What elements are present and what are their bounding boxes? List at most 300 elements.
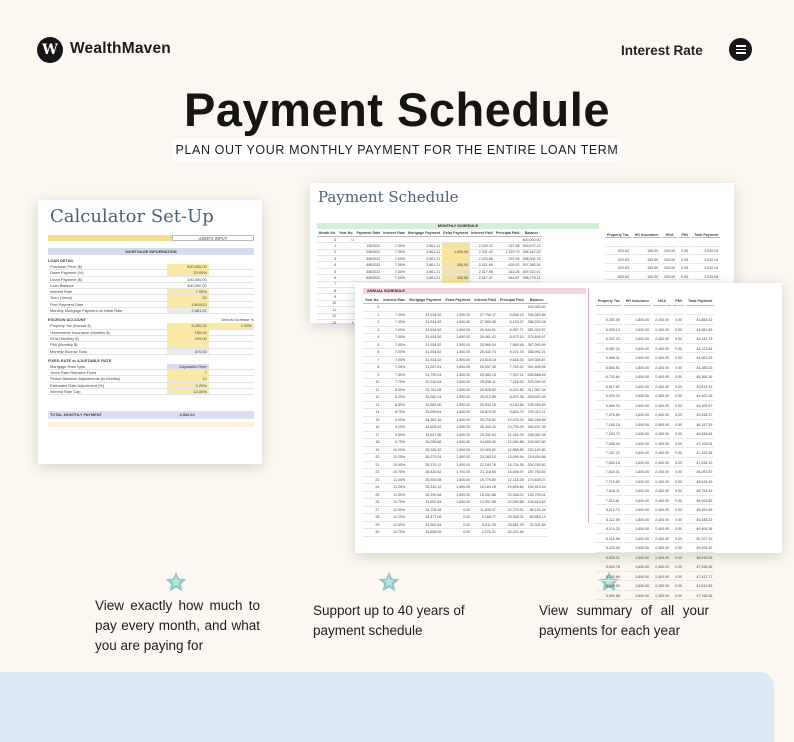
calc-row-value[interactable]: 200.00	[167, 336, 208, 341]
table-cell: 48,919.05	[686, 555, 714, 563]
table-cell: 7,719.62	[596, 479, 622, 487]
table-cell: 187,753.53	[527, 470, 546, 475]
monthly-escrow-row	[605, 240, 720, 246]
table-cell: 2,400.00	[653, 317, 671, 325]
table-cell: 0.00	[673, 545, 684, 553]
calc-row-value[interactable]: 20.00%	[167, 270, 208, 275]
hero-title: Payment Schedule	[184, 83, 610, 136]
annual-escrow-row	[596, 545, 714, 553]
menu-icon[interactable]	[729, 38, 752, 61]
table-cell: 47,429.38	[686, 450, 714, 458]
table-cell: 2,661.21	[407, 268, 442, 274]
table-cell: 46,538.64	[686, 431, 714, 439]
column-header: Principal Paid	[495, 230, 520, 235]
table-cell: 34,692.84	[407, 499, 443, 507]
table-cell: 2,661.21	[407, 243, 442, 249]
calc-row-label: Estimated Rate Adjustment (%)	[50, 382, 105, 388]
table-cell: 48,992.85	[686, 498, 714, 506]
annual-row	[363, 431, 548, 439]
table-cell: 327.88	[494, 243, 521, 249]
table-cell: 1,800.00	[624, 384, 651, 392]
table-cell: 5	[363, 341, 381, 349]
table-cell: 150.00	[633, 274, 660, 280]
table-cell: 11	[363, 386, 381, 394]
table-cell: 27	[363, 506, 381, 514]
table-cell: 2,400.00	[653, 574, 671, 582]
calc-row-extra	[209, 389, 254, 394]
annual-row	[363, 424, 548, 432]
calc-row-extra	[209, 342, 254, 347]
table-cell	[498, 304, 526, 312]
annual-escrow-row	[596, 412, 714, 420]
table-cell: 5	[317, 268, 338, 274]
table-cell: 6,250.00	[596, 317, 622, 325]
calc-section-title: LOAN DETAIL	[48, 258, 74, 263]
table-cell: 48,291.87	[686, 469, 714, 477]
table-cell: 300.00	[442, 275, 470, 281]
annual-escrow-row	[596, 574, 714, 582]
table-cell: 1,500.00	[443, 349, 472, 357]
table-cell: 309,087.69	[527, 395, 546, 400]
table-cell: 4/8/2022	[355, 262, 382, 268]
calculator-footer	[48, 422, 254, 427]
table-cell: 86,191.44	[526, 506, 548, 514]
table-cell: 2,400.00	[653, 507, 671, 515]
table-cell: 0.00	[673, 317, 684, 325]
annual-row	[363, 514, 548, 522]
table-cell: 12.50%	[381, 521, 407, 529]
table-cell: 14,734.36	[498, 461, 526, 469]
table-cell: 7.00%	[381, 349, 407, 357]
table-cell: 1,500.00	[443, 401, 472, 409]
table-cell: 1,600.00	[443, 334, 472, 342]
table-cell: 22,094.88	[498, 499, 526, 507]
user-input-swatch	[48, 235, 172, 241]
table-cell: 233,140.80	[527, 447, 546, 452]
table-cell: 358,992.21	[527, 350, 546, 355]
logo-icon[interactable]: W	[37, 37, 63, 63]
calc-row-value[interactable]: 6,250.00	[167, 323, 208, 328]
table-cell: 108,614.53	[527, 500, 546, 505]
table-cell: 381,002.57	[527, 327, 546, 332]
feature-monthly-breakdown: View exactly how much to pay every month, and what you are paying for	[95, 598, 260, 653]
table-cell: 18	[363, 439, 381, 447]
table-cell: 9	[363, 371, 381, 379]
table-cell: 35,095.88	[407, 439, 443, 447]
table-cell: 0.00	[673, 431, 684, 439]
annual-escrow-row	[596, 336, 714, 344]
table-cell: 2,400.00	[653, 346, 671, 354]
annual-escrow-row	[596, 365, 714, 373]
table-cell: 7.00%	[382, 256, 407, 262]
table-cell: 8	[363, 364, 381, 372]
table-cell: 49,206.42	[686, 545, 714, 553]
table-cell: 6,903.04	[596, 393, 622, 401]
table-cell: 2,331.42	[470, 249, 495, 255]
table-cell: 1,800.00	[624, 526, 651, 534]
table-cell: 23,183.10	[472, 454, 498, 462]
table-cell: 9	[317, 294, 338, 300]
table-cell: 13,997.96	[472, 499, 498, 507]
table-cell: 26,461.42	[472, 334, 498, 342]
table-cell: 43,884.52	[686, 317, 714, 325]
column-header: Property Tax	[596, 298, 622, 306]
table-cell: 2,400.00	[653, 460, 671, 468]
table-cell: 32,331.84	[526, 521, 548, 529]
table-cell: 0.00	[673, 393, 684, 401]
table-cell: 47,768.58	[686, 593, 714, 601]
table-cell: 34,477.08	[407, 514, 443, 522]
calc-row	[48, 308, 254, 314]
calc-row-value: 2,661.21	[167, 308, 208, 313]
table-cell: 8,112.89	[596, 517, 622, 525]
table-cell: 2,400.00	[653, 488, 671, 496]
calc-row-value[interactable]: 150.00	[167, 330, 208, 335]
table-cell: 44,385.03	[686, 365, 714, 373]
table-cell: 28,551.29	[498, 521, 526, 529]
column-header: Payment Date	[356, 230, 381, 235]
table-cell: 10,739.49	[498, 424, 526, 432]
table-cell: 35,279.04	[407, 454, 443, 462]
calc-row-label: Loan Balance	[50, 282, 74, 288]
table-cell: 1,600.00	[443, 461, 472, 469]
calc-row-label: Period Between Adjustments (in Months)	[50, 376, 121, 382]
annual-row	[363, 521, 548, 529]
table-cell: 1	[363, 311, 381, 319]
annual-row	[363, 349, 548, 357]
annual-escrow-row	[596, 450, 714, 458]
table-cell: 333,668.45	[527, 372, 546, 377]
total-monthly-payment-row	[48, 411, 254, 419]
table-cell: 0.00	[673, 488, 684, 496]
table-cell: 0.00	[673, 336, 684, 344]
calc-row-value[interactable]: 7	[167, 370, 208, 375]
table-cell: 3,532.04	[692, 257, 720, 263]
table-cell: 6,487.32	[596, 346, 622, 354]
calc-row-extra	[209, 370, 254, 375]
table-cell: 43,875.43	[686, 384, 714, 392]
table-cell: 9.00%	[381, 416, 407, 424]
calc-row	[48, 349, 254, 355]
table-cell: 2,500.00	[443, 356, 472, 364]
table-cell: 397,365.26	[522, 263, 541, 268]
table-cell: 1,800.00	[624, 403, 651, 411]
table-cell: 2,400.00	[653, 479, 671, 487]
table-cell: 0.00	[673, 374, 684, 382]
calc-section-title	[48, 316, 254, 323]
calc-row-label: First Payment Date	[50, 301, 84, 307]
table-cell: 0.00	[681, 266, 689, 271]
table-cell: 9,168.77	[472, 514, 498, 522]
table-cell: 6,568.41	[596, 355, 622, 363]
table-cell: 29	[363, 521, 381, 529]
calc-row-label: Monthly Mortgage Payment on Initial Rate	[50, 308, 123, 314]
calc-row-extra	[209, 349, 254, 354]
annual-escrow-row	[596, 403, 714, 411]
table-cell: 150.00	[633, 266, 660, 272]
table-cell	[653, 308, 671, 316]
calc-row-value[interactable]: 1/8/2022	[167, 302, 208, 307]
table-cell: 2,661.21	[407, 249, 442, 255]
calc-row-value[interactable]: 14.00%	[167, 389, 208, 394]
annual-row	[363, 341, 548, 349]
table-cell: 1,500.00	[443, 379, 472, 387]
annual-escrow-row	[596, 517, 714, 525]
calc-row-value: 870.83	[167, 349, 208, 354]
table-cell: 25,332.63	[472, 431, 498, 439]
calculator-body	[48, 235, 254, 427]
table-cell: 9.50%	[381, 431, 407, 439]
annual-escrow-row	[596, 564, 714, 572]
annual-row	[363, 476, 548, 484]
table-cell: 6	[317, 275, 338, 281]
calc-row-value: 400,000.00	[187, 282, 207, 288]
table-cell: 7.00%	[381, 311, 407, 319]
table-cell: 8,632.78	[596, 564, 622, 572]
table-cell: 0.00	[673, 479, 684, 487]
table-cell: 639.52	[494, 262, 521, 268]
table-cell: 1,500.00	[443, 394, 472, 402]
table-cell: 19	[363, 446, 381, 454]
table-cell: 32,761.68	[407, 386, 443, 394]
annual-escrow-row	[596, 384, 714, 392]
calc-row-value[interactable]: 500,000.00	[167, 264, 208, 269]
table-cell: 44,062.65	[686, 327, 714, 335]
table-cell: 9,624.72	[498, 409, 526, 417]
calc-row-label: Mortgage Rate Type	[50, 363, 86, 369]
table-cell: 7,937.11	[498, 371, 526, 379]
table-cell: 0.00	[673, 469, 684, 477]
table-cell: 10.75%	[381, 469, 407, 477]
table-cell: 6,989.33	[596, 403, 622, 411]
annual-escrow-row	[596, 374, 714, 382]
table-cell: 13,595.94	[498, 454, 526, 462]
table-cell: 7,254.72	[596, 431, 622, 439]
table-cell	[407, 304, 443, 312]
table-cell: 2,333.33	[470, 243, 495, 249]
table-cell: 3,532.04	[692, 274, 720, 280]
table-cell: 2,400.00	[653, 365, 671, 373]
table-cell: 6,733.64	[596, 374, 622, 382]
calc-row-value[interactable]: 7.00%	[167, 289, 208, 294]
table-cell: 2,400.00	[653, 374, 671, 382]
table-cell: 520.83	[605, 266, 631, 272]
table-cell: 0.00	[443, 506, 472, 514]
calc-row-label: Homeowner Insurance (Monthly $)	[50, 329, 110, 335]
table-cell: 1,800.00	[624, 365, 651, 373]
table-cell: 2	[363, 319, 381, 327]
table-cell: 1,800.00	[624, 460, 651, 468]
table-cell: 33,583.90	[407, 401, 443, 409]
table-cell: 200.00	[664, 257, 676, 262]
table-cell: 0.00	[673, 403, 684, 411]
table-cell: 2,400.00	[653, 336, 671, 344]
calc-row-extra	[209, 283, 254, 288]
table-cell: 7.00%	[382, 268, 407, 274]
annual-row	[363, 484, 548, 492]
table-cell: 0.00	[443, 529, 472, 537]
table-cell: 0.00	[681, 274, 689, 279]
table-cell: 33,282.24	[407, 394, 443, 402]
hero-subtitle: PLAN OUT YOUR MONTHLY PAYMENT FOR THE ENTIRE LOAN TERM	[173, 139, 621, 161]
total-label: TOTAL MONTHLY PAYMENT	[50, 412, 102, 418]
table-cell: 25,097.39	[472, 364, 498, 372]
table-cell: 1,800.00	[624, 555, 651, 563]
calc-row-extra	[209, 277, 254, 282]
table-cell: 2	[317, 249, 338, 255]
column-header: Extra Payment	[443, 230, 469, 235]
annual-escrow-row	[596, 327, 714, 335]
table-cell: 317,967.04	[527, 387, 546, 392]
annual-escrow-row	[596, 346, 714, 354]
table-cell: 25,308.31	[498, 514, 526, 522]
table-cell: 16	[363, 424, 381, 432]
table-cell: 1,800.00	[624, 336, 651, 344]
table-cell: 1,800.00	[624, 441, 651, 449]
table-cell: 17	[363, 431, 381, 439]
table-cell: 0.00	[673, 346, 684, 354]
table-cell: 27,798.37	[472, 311, 498, 319]
star-icon	[164, 570, 188, 594]
brand-name[interactable]: WealthMaven	[70, 40, 171, 57]
calc-side-note: Annual Increase %	[221, 317, 254, 323]
table-cell: 1,500.00	[443, 476, 472, 484]
column-header: HO Insurance	[634, 232, 659, 237]
calc-row-extra	[209, 270, 254, 275]
nav-link-interest-rate[interactable]: Interest Rate	[621, 43, 703, 58]
table-cell: 150.00	[633, 249, 660, 255]
table-cell	[596, 308, 622, 316]
table-cell: 9.25%	[381, 424, 407, 432]
table-cell: 31,934.52	[407, 311, 443, 319]
table-cell: 0.00	[673, 593, 684, 601]
calc-row-value[interactable]: 30	[167, 295, 208, 300]
table-cell: 1,500.00	[443, 424, 472, 432]
calc-row-value[interactable]: Adjustable Rate	[167, 364, 208, 369]
calc-row-value[interactable]: 0.25%	[167, 383, 208, 388]
annual-escrow-row	[596, 498, 714, 506]
table-cell: 44,105.97	[686, 403, 714, 411]
table-cell: 0.00	[673, 355, 684, 363]
table-cell: 1,500.00	[443, 371, 472, 379]
table-cell: 8,214.30	[596, 526, 622, 534]
annual-row	[363, 401, 548, 409]
monthly-escrow-row	[605, 266, 720, 272]
table-cell: 2,400.00	[653, 593, 671, 601]
table-cell: 10	[317, 300, 338, 306]
table-cell: 2,400.00	[653, 469, 671, 477]
table-cell: 5/8/2022	[355, 268, 382, 274]
annual-escrow-row	[596, 422, 714, 430]
table-cell: 398,004.78	[522, 256, 541, 261]
table-cell: 31,934.52	[407, 319, 443, 327]
table-cell: 1	[317, 243, 338, 249]
annual-escrow-row	[596, 526, 714, 534]
annual-escrow-row	[596, 583, 714, 591]
table-cell: 0.00	[443, 521, 472, 529]
table-cell: 0.00	[673, 365, 684, 373]
table-cell: 7,760.22	[498, 364, 526, 372]
calc-row-extra: 1.25%	[209, 323, 254, 328]
mortgage-info-header: MORTGAGE INFORMATION	[48, 248, 254, 255]
annual-escrow-row	[596, 555, 714, 563]
table-cell: 45,368.16	[686, 374, 714, 382]
table-cell: 6,143.57	[498, 319, 526, 327]
table-cell: 25,912.89	[472, 394, 498, 402]
table-cell: 2,661.21	[407, 262, 442, 268]
table-cell: 27,590.95	[472, 319, 498, 327]
table-cell: 1,500.00	[443, 484, 472, 492]
table-cell: 349,365.87	[527, 357, 546, 362]
table-cell: 3,532.04	[692, 266, 720, 272]
table-cell: 11,835.97	[472, 506, 498, 514]
table-cell: 2,400.00	[653, 441, 671, 449]
table-cell: 44,402.28	[686, 393, 714, 401]
table-cell: 7,624.31	[596, 469, 622, 477]
annual-escrow-row	[596, 355, 714, 363]
table-cell: 0.00	[673, 555, 684, 563]
table-cell: 28	[363, 514, 381, 522]
calc-row-extra	[209, 308, 254, 313]
column-header: HOA	[662, 232, 677, 238]
table-cell: 8,879.35	[498, 394, 526, 402]
calc-row-label: Interest Rate	[50, 289, 73, 295]
table-cell: 7,345.40	[596, 441, 622, 449]
table-cell: 2,400.00	[653, 564, 671, 572]
table-cell: 25,828.80	[472, 386, 498, 394]
table-cell: 8.50%	[381, 401, 407, 409]
table-cell: 0.00	[673, 536, 684, 544]
annual-row	[363, 491, 548, 499]
table-cell: 7.25%	[381, 364, 407, 372]
table-cell: 1,329.79	[494, 249, 521, 255]
table-cell: 6,328.13	[596, 327, 622, 335]
table-cell: 13	[363, 401, 381, 409]
table-cell: 8.00%	[381, 386, 407, 394]
annual-row	[363, 364, 548, 372]
table-cell: 16,006.97	[498, 469, 526, 477]
annual-row	[363, 416, 548, 424]
table-cell: 7	[363, 356, 381, 364]
table-cell: 6/8/2022	[355, 275, 382, 281]
table-cell: 400,000.00	[527, 305, 546, 310]
table-cell: 25	[363, 491, 381, 499]
annual-row	[363, 506, 548, 514]
table-cell: 0.00	[673, 564, 684, 572]
table-cell: 2,400.00	[653, 412, 671, 420]
table-cell: 32,316.64	[407, 379, 443, 387]
table-cell: 644.87	[494, 275, 521, 281]
table-cell: 6,987.71	[498, 326, 526, 334]
feature-40-years: Support up to 40 years of payment schedule	[313, 603, 465, 638]
table-cell: 520.83	[605, 274, 631, 280]
table-cell: 35,392.08	[407, 476, 443, 484]
table-cell: 2,276.21	[472, 529, 498, 537]
table-cell: 1,600.00	[443, 364, 472, 372]
table-cell: 399,672.12	[522, 243, 541, 248]
star-icon	[377, 570, 401, 594]
table-cell: 49,406.38	[686, 526, 714, 534]
annual-row	[363, 386, 548, 394]
table-cell: 25,444.40	[472, 424, 498, 432]
calc-row-value[interactable]	[167, 342, 208, 347]
table-cell: 35,326.32	[407, 446, 443, 454]
monthly-sheet-title: Payment Schedule	[318, 188, 459, 206]
table-cell: 7,913.81	[596, 498, 622, 506]
table-cell: 1,500.00	[443, 409, 472, 417]
calc-row-value[interactable]: 12	[167, 376, 208, 381]
annual-table	[363, 296, 548, 537]
